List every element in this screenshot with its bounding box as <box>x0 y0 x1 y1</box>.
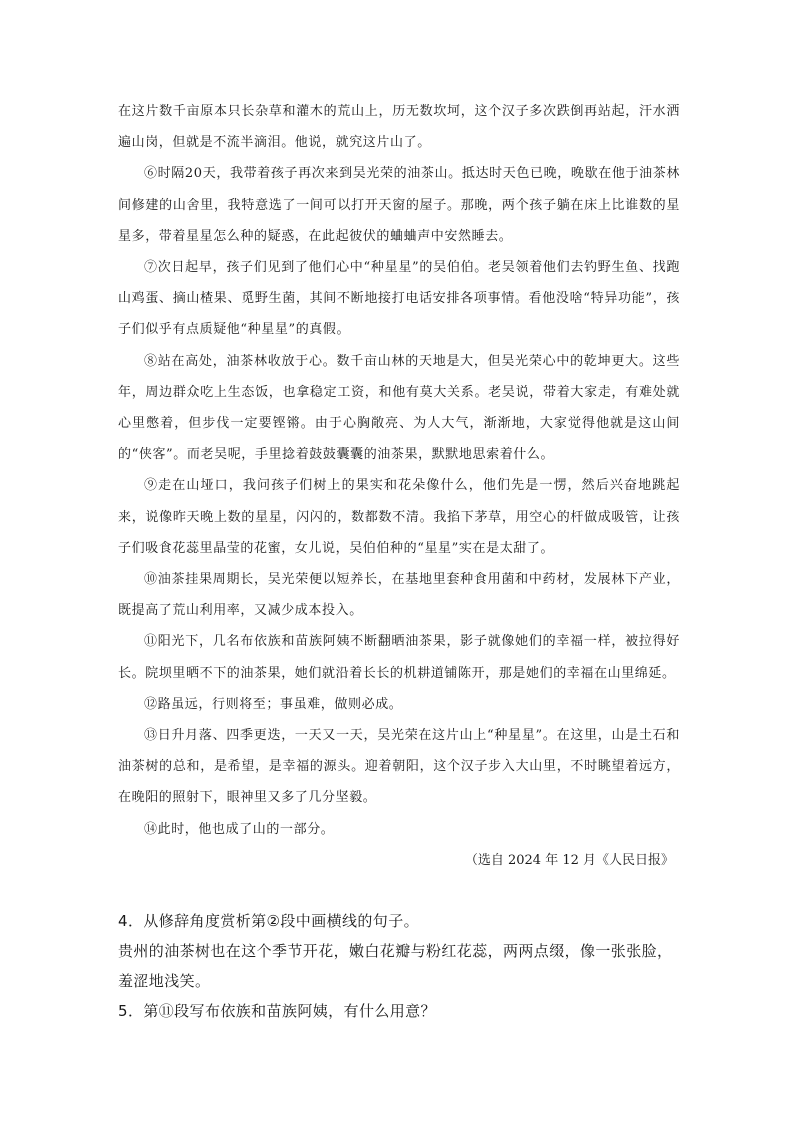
paragraph-8: ⑧站在高处，油茶林收放于心。数千亩山林的天地是大，但吴光荣心中的乾坤更大。这些年，周边群众吃上生态饭，也拿稳定工资，和他有莫大关系。老吴说，带着大家走，有难处就心里憋着，但步伐一定要铿锵。由于心胸敞亮、为人大气，渐渐地，大家觉得他就是这山间的“侠客”。而老吴呢，手里捻着鼓鼓囊囊的油茶果，默默地思索着什么。 <box>118 353 680 463</box>
paragraph-7: ⑦次日起早，孩子们见到了他们心中“种星星”的吴伯伯。老吴领着他们去钓野生鱼、找跑山鸡蛋、摘山楂果、觅野生菌，其间不断地接打电话安排各项事情。看他没啥“特异功能”，孩子们似乎有点质疑他“种星星”的真假。 <box>118 260 680 338</box>
questions-section <box>118 906 683 1026</box>
paragraph-14: ⑭此时，他也成了山的一部分。 <box>144 821 335 837</box>
paragraph-13: ⑬日升月落、四季更迭，一天又一天，吴光荣在这片山上“种星星”。在这里，山是土石和油茶树的总和，是希望，是幸福的源头。迎着朝阳，这个汉子步入大山里，不时眺望着远方，在晚阳的照射下，眼神里又多了几分坚毅。 <box>118 728 680 806</box>
question-4-quote: 贵州的油茶树也在这个季节开花，嫩白花瓣与粉红花蕊，两两点缀，像一张张脸，羞涩地浅笑。 <box>118 942 673 990</box>
article-source: （选自 2024 年 12 月《人民日报》 <box>464 852 674 868</box>
paragraph-11: ⑪阳光下，几名布依族和苗族阿姨不断翻晒油茶果，影子就像她们的幸福一样，被拉得好长。院坝里晒不下的油茶果，她们就沿着长长的机耕道铺陈开，那是她们的幸福在山里绵延。 <box>118 634 680 681</box>
question-5: 5．第⑪段写布依族和苗族阿姨，有什么用意？ <box>118 1002 436 1020</box>
article-body <box>118 96 680 876</box>
paragraph-10: ⑩油茶挂果周期长，吴光荣便以短养长，在基地里套种食用菌和中药材，发展林下产业，既提高了荒山利用率，又减少成本投入。 <box>118 572 680 619</box>
question-4: 4．从修辞角度赏析第②段中画横线的句子。 <box>118 912 419 930</box>
paragraph-5-continued: 在这片数千亩原本只长杂草和灌木的荒山上，历无数坎坷，这个汉子多次跌倒再站起，汗水洒遍山岗，但就是不流半滴泪。他说，就究这片山了。 <box>118 104 680 151</box>
paragraph-9: ⑨走在山垭口，我问孩子们树上的果实和花朵像什么，他们先是一愣，然后兴奋地跳起来，说像昨天晚上数的星星，闪闪的，数都数不清。我掐下茅草，用空心的杆做成吸管，让孩子们吸食花蕊里晶莹的花蜜，女儿说，吴伯伯种的“星星”实在是太甜了。 <box>118 478 680 556</box>
paragraph-6: ⑥时隔20天，我带着孩子再次来到吴光荣的油茶山。抵达时天色已晚，晚歇在他于油茶林间修建的山舍里，我特意选了一间可以打开天窗的屋子。那晚，两个孩子躺在床上比谁数的星星多，带着星星怎么种的疑惑，在此起彼伏的蛐蛐声中安然睡去。 <box>118 166 680 244</box>
paragraph-12: ⑫路虽远，行则将至；事虽难，做则必成。 <box>144 696 403 712</box>
